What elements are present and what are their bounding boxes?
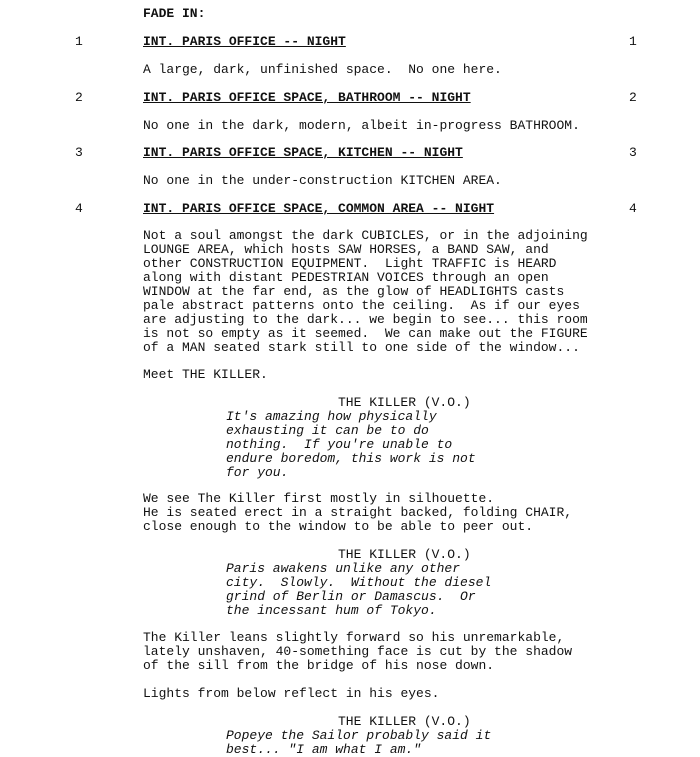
action-paragraph: Lights from below reflect in his eyes.: [143, 686, 440, 701]
character-cue: THE KILLER (V.O.): [338, 395, 471, 410]
transition-fade-in: FADE IN:: [143, 6, 206, 21]
scene-number-left: 1: [75, 34, 83, 49]
scene-number-right: 3: [629, 145, 637, 160]
action-paragraph: We see The Killer first mostly in silhouette. He is seated erect in a straight backed, folding CHAIR, close enough to the window to be able to peer out.: [143, 491, 573, 534]
dialogue-text: Popeye the Sailor probably said it best... "I am what I am.": [226, 728, 492, 757]
dialogue-text: Paris awakens unlike any other city. Slowly. Without the diesel grind of Berlin or Damascus. Or the incessant hum of Tokyo.: [226, 561, 492, 618]
scene-number-left: 4: [75, 201, 83, 216]
action-paragraph: Meet THE KILLER.: [143, 367, 268, 382]
character-cue: THE KILLER (V.O.): [338, 714, 471, 729]
scene-action: No one in the under-construction KITCHEN AREA.: [143, 173, 502, 188]
scene-number-left: 3: [75, 145, 83, 160]
scene-action: No one in the dark, modern, albeit in-progress BATHROOM.: [143, 118, 580, 133]
scene-number-right: 1: [629, 34, 637, 49]
dialogue-text: It's amazing how physically exhausting it can be to do nothing. If you're unable to endure boredom, this work is not for you.: [226, 409, 476, 480]
scene-number-right: 4: [629, 201, 637, 216]
character-cue: THE KILLER (V.O.): [338, 547, 471, 562]
scene-heading: INT. PARIS OFFICE SPACE, BATHROOM -- NIGHT: [143, 90, 471, 105]
scene-heading: INT. PARIS OFFICE SPACE, KITCHEN -- NIGHT: [143, 145, 463, 160]
scene-number-right: 2: [629, 90, 637, 105]
scene-heading: INT. PARIS OFFICE SPACE, COMMON AREA -- NIGHT: [143, 201, 495, 216]
scene-heading: INT. PARIS OFFICE -- NIGHT: [143, 34, 346, 49]
action-paragraph: The Killer leans slightly forward so his unremarkable, lately unshaven, 40-something face is cut by the shadow of the sill from the bridge of his nose down.: [143, 630, 573, 673]
scene-action: A large, dark, unfinished space. No one here.: [143, 62, 502, 77]
scene-number-left: 2: [75, 90, 83, 105]
scene-action: Not a soul amongst the dark CUBICLES, or in the adjoining LOUNGE AREA, which hosts SAW HORSES, a BAND SAW, and other CONSTRUCTION EQUIPMENT. Light TRAFFIC is HEARD along with distant PEDESTRIAN VOICES through an open WINDOW at the far end, as the glow of HEADLIGHTS casts pale abstract patterns onto the ceiling. As if our eyes are adjusting to the dark... we begin to see... this room is not so empty as it seemed. We can make out the FIGURE of a MAN seated stark still to one side of the window...: [143, 228, 588, 355]
